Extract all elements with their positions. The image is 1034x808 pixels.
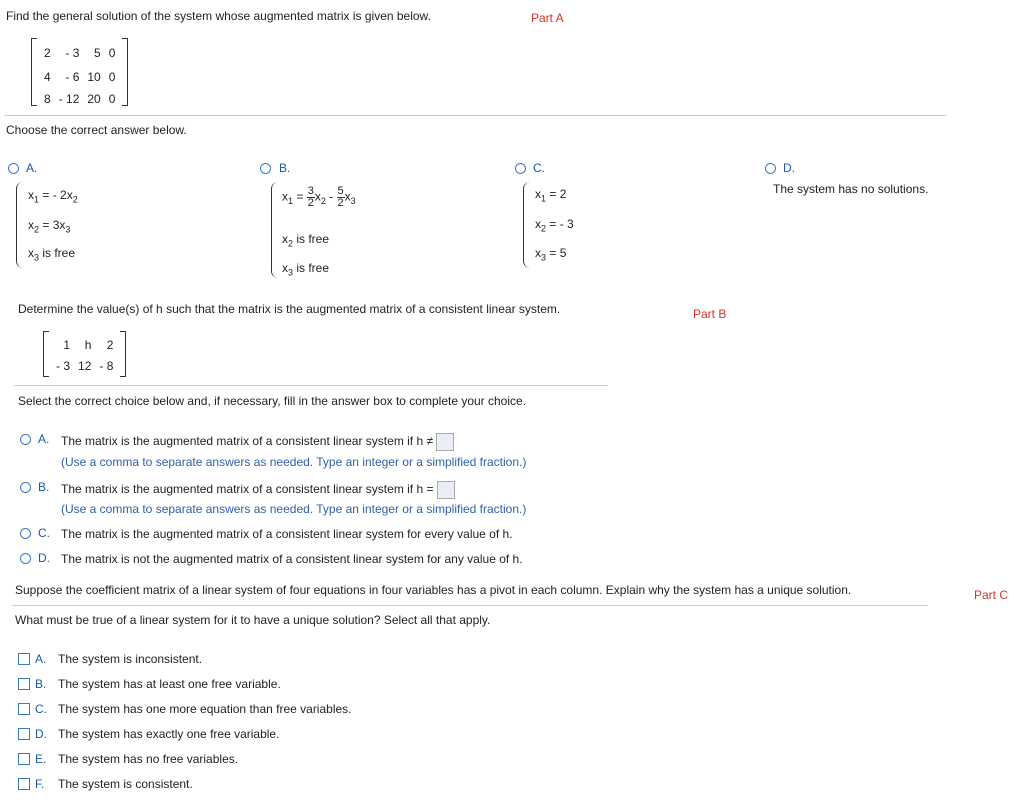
option-b-eq1: $x_1$ = $\frac{3}{2}$ $x_2$ - $\frac{5}{2}$ $x_3$ [282,185,356,209]
option-a-radio[interactable] [8,163,19,174]
part-b-option-b-hint: (Use a comma to separate answers as needed. Type an integer or a simplified fraction.) [61,502,527,516]
matrix-cell: 10 [87,70,101,84]
matrix-cell: 2 [106,338,114,352]
answer-box-b[interactable] [437,481,455,499]
part-c-option-f-letter[interactable]: F. [35,777,45,791]
matrix-cell: 0 [108,46,116,60]
part-c-option-b-text: The system has at least one free variable. [58,677,281,691]
matrix-cell: h [84,338,92,352]
part-c-label: Part C [974,588,1009,602]
matrix-cell: 12 [78,359,92,373]
divider [14,385,608,386]
part-c-option-b-checkbox[interactable] [18,678,30,690]
part-c-prompt: What must be true of a linear system for it to have a unique solution? Select all that apply. [15,613,491,627]
part-b-option-c-text: The matrix is the augmented matrix of a consistent linear system for every value of h. [61,527,513,541]
matrix-cell: 8 [44,92,51,106]
answer-box-a[interactable] [436,433,454,451]
part-c-option-d-text: The system has exactly one free variable. [58,727,280,741]
part-b-option-b-text: The matrix is the augmented matrix of a consistent linear system if h = [61,481,455,499]
part-b-option-d-radio[interactable] [20,553,31,564]
matrix-cell: 0 [108,70,116,84]
part-c-option-f-checkbox[interactable] [18,778,30,790]
part-b-option-c-letter[interactable]: C. [38,526,50,540]
option-a-eq1: $x_1$ = - $2x_2$ [28,188,78,205]
option-b-eq2: $x_2$ is free [282,232,330,249]
part-c-option-b-letter[interactable]: B. [35,677,47,691]
matrix-cell: - 12 [58,92,80,106]
part-c-option-d-checkbox[interactable] [18,728,30,740]
part-b-option-b-letter[interactable]: B. [38,480,50,494]
option-c-radio[interactable] [515,163,526,174]
part-a-prompt: Choose the correct answer below. [6,123,187,137]
part-c-option-a-checkbox[interactable] [18,653,30,665]
matrix-cell: 2 [44,46,51,60]
part-a-question: Find the general solution of the system whose augmented matrix is given below. [6,9,431,23]
matrix-cell: - 6 [65,70,80,84]
part-c-option-a-text: The system is inconsistent. [58,652,203,666]
part-b-option-d-letter[interactable]: D. [38,551,50,565]
option-c-eq3: $x_3 = 5$ [535,246,567,263]
option-d-letter[interactable]: D. [783,161,795,175]
part-b-prompt: Select the correct choice below and, if necessary, fill in the answer box to complete your choice. [18,394,527,408]
part-b-option-a-text: The matrix is the augmented matrix of a consistent linear system if h ≠ [61,433,454,451]
option-c-letter[interactable]: C. [533,161,545,175]
matrix-cell: 20 [87,92,101,106]
brace [523,182,530,268]
part-b-option-a-hint: (Use a comma to separate answers as needed. Type an integer or a simplified fraction.) [61,455,527,469]
divider [12,605,928,606]
option-c-eq2: $x_2$ = - 3 [535,217,574,234]
part-b-option-d-text: The matrix is not the augmented matrix of a consistent linear system for any value of h. [61,552,523,566]
option-b-letter[interactable]: B. [279,161,291,175]
option-b-radio[interactable] [260,163,271,174]
option-b-eq3: $x_3$ is free [282,261,330,278]
brace [271,182,278,278]
brace [16,182,23,268]
matrix-cell: 0 [108,92,116,106]
option-d-radio[interactable] [765,163,776,174]
part-c-question: Suppose the coefficient matrix of a linear system of four equations in four variables has a pivot in each column. Explain why the system has a unique solution. [15,583,852,597]
matrix-cell: - 8 [99,359,114,373]
matrix-cell: - 3 [56,359,71,373]
part-b-option-a-radio[interactable] [20,434,31,445]
part-b-label: Part B [693,307,727,321]
part-c-option-c-letter[interactable]: C. [35,702,47,716]
part-c-option-a-letter[interactable]: A. [35,652,47,666]
matrix-cell: 1 [63,338,71,352]
option-a-eq3: $x_3$ is free [28,246,76,263]
option-a-eq2: $x_2 = 3x_3$ [28,218,71,235]
option-c-eq1: $x_1 = 2$ [535,187,567,204]
matrix-cell: - 3 [65,46,80,60]
part-c-option-d-letter[interactable]: D. [35,727,47,741]
part-b-option-b-radio[interactable] [20,482,31,493]
part-a-label: Part A [531,11,564,25]
part-c-option-f-text: The system is consistent. [58,777,193,791]
part-c-option-c-text: The system has one more equation than free variables. [58,702,352,716]
option-d-text: The system has no solutions. [773,182,929,196]
part-c-option-e-letter[interactable]: E. [35,752,47,766]
option-a-letter[interactable]: A. [26,161,38,175]
part-c-option-c-checkbox[interactable] [18,703,30,715]
divider [4,115,946,116]
part-c-option-e-text: The system has no free variables. [58,752,239,766]
matrix-cell: 4 [44,70,51,84]
part-b-matrix [43,331,126,377]
part-b-option-c-radio[interactable] [20,528,31,539]
part-a-matrix [31,38,128,106]
matrix-cell: 5 [94,46,101,60]
part-b-question: Determine the value(s) of h such that the matrix is the augmented matrix of a consistent linear system. [18,302,561,316]
part-c-option-e-checkbox[interactable] [18,753,30,765]
part-b-option-a-letter[interactable]: A. [38,432,50,446]
